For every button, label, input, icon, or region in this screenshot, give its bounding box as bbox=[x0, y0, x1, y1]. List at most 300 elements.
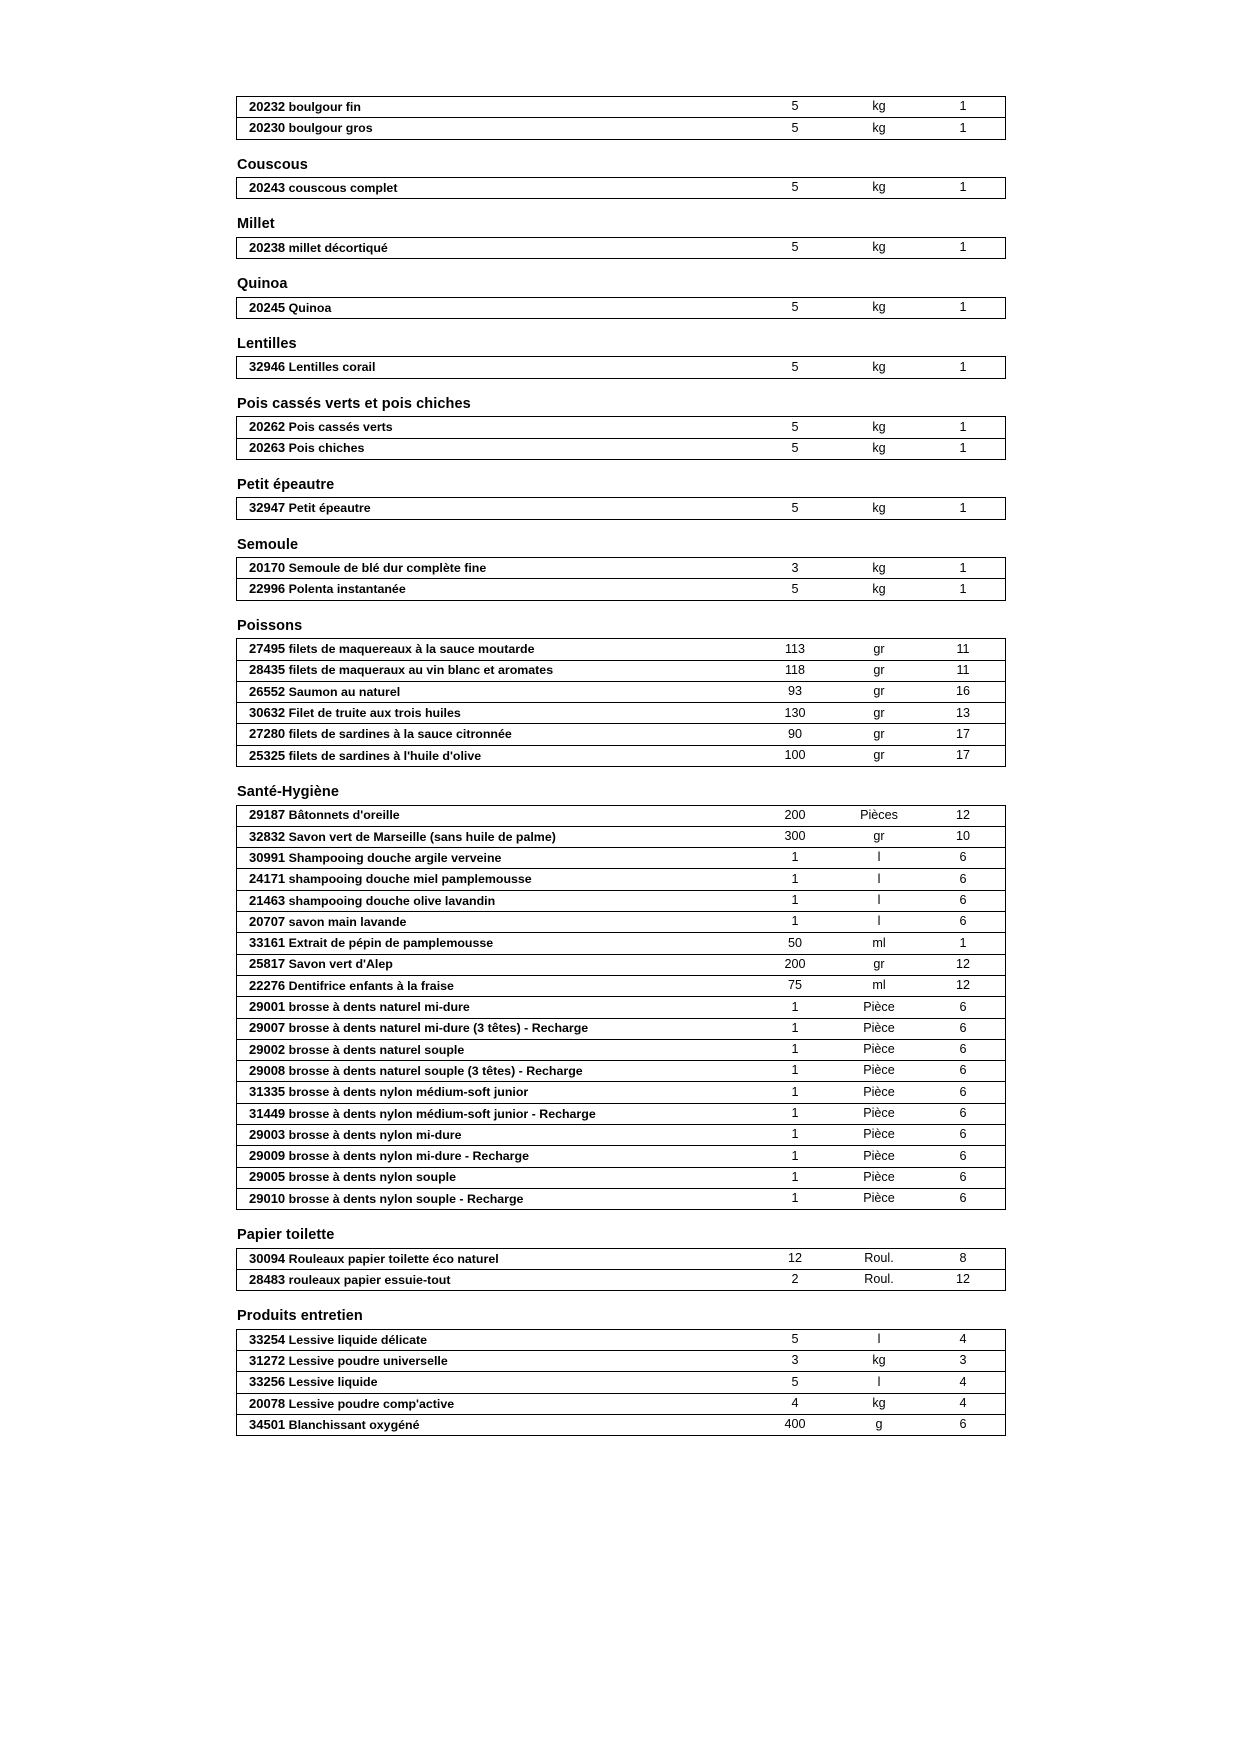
product-name: Dentifrice enfants à la fraise bbox=[288, 978, 454, 993]
product-name: Filet de truite aux trois huiles bbox=[288, 706, 461, 720]
product-quantity: 3 bbox=[753, 1351, 837, 1372]
product-unit: Roul. bbox=[837, 1248, 921, 1269]
product-name: shampooing douche olive lavandin bbox=[288, 893, 496, 908]
table-row bbox=[237, 975, 1006, 996]
table-row bbox=[237, 1103, 1006, 1124]
product-code: 31272 bbox=[249, 1352, 286, 1368]
product-pack-size: 12 bbox=[921, 1269, 1006, 1290]
table-row bbox=[237, 933, 1006, 954]
product-label-cell bbox=[237, 297, 754, 318]
product-unit: gr bbox=[837, 954, 921, 975]
product-unit: kg bbox=[837, 558, 921, 579]
product-name: Bâtonnets d'oreille bbox=[288, 808, 400, 823]
product-code: 29010 bbox=[249, 1190, 286, 1206]
product-label-cell bbox=[237, 118, 754, 139]
product-table bbox=[236, 237, 1006, 259]
product-unit: l bbox=[837, 912, 921, 933]
product-code: 29001 bbox=[249, 999, 286, 1015]
product-code: 34501 bbox=[249, 1416, 286, 1432]
product-unit: Pièce bbox=[837, 1103, 921, 1124]
table-row bbox=[237, 1018, 1006, 1039]
product-unit: kg bbox=[837, 237, 921, 258]
product-label-cell bbox=[237, 1269, 754, 1290]
table-row bbox=[237, 997, 1006, 1018]
product-code: 29008 bbox=[249, 1062, 286, 1078]
product-label-cell bbox=[237, 1061, 754, 1082]
category-heading: Produits entretien bbox=[237, 1308, 363, 1325]
table-row bbox=[237, 681, 1006, 702]
product-name: brosse à dents nylon médium-soft junior - Recharge bbox=[288, 1106, 596, 1121]
category-group bbox=[236, 319, 1006, 379]
product-code: 33161 bbox=[249, 935, 286, 951]
product-label-cell bbox=[237, 357, 754, 378]
product-quantity: 1 bbox=[753, 1103, 837, 1124]
product-catalog bbox=[236, 96, 1006, 1436]
product-label-cell bbox=[237, 660, 754, 681]
product-quantity: 2 bbox=[753, 1269, 837, 1290]
product-label-cell bbox=[237, 933, 754, 954]
table-row bbox=[237, 97, 1006, 118]
table-row bbox=[237, 297, 1006, 318]
product-pack-size: 11 bbox=[921, 660, 1006, 681]
product-label-cell bbox=[237, 1414, 754, 1435]
table-row bbox=[237, 1167, 1006, 1188]
product-quantity: 1 bbox=[753, 1082, 837, 1103]
product-name: couscous complet bbox=[288, 180, 398, 195]
product-name: Shampooing douche argile verveine bbox=[288, 850, 502, 865]
category-group bbox=[236, 460, 1006, 520]
product-name: brosse à dents nylon mi-dure - Recharge bbox=[288, 1149, 529, 1164]
product-name: Quinoa bbox=[288, 300, 332, 315]
product-label-cell bbox=[237, 745, 754, 766]
product-unit: Pièce bbox=[837, 1082, 921, 1103]
product-code: 32946 bbox=[249, 359, 286, 375]
product-pack-size: 12 bbox=[921, 954, 1006, 975]
product-code: 22996 bbox=[249, 581, 286, 597]
product-label-cell bbox=[237, 997, 754, 1018]
table-row bbox=[237, 1351, 1006, 1372]
product-code: 30094 bbox=[249, 1250, 286, 1266]
product-code: 27495 bbox=[249, 641, 286, 657]
product-code: 29009 bbox=[249, 1148, 286, 1164]
product-name: Savon vert d'Alep bbox=[288, 957, 393, 972]
product-quantity: 400 bbox=[753, 1414, 837, 1435]
table-row bbox=[237, 498, 1006, 519]
table-row bbox=[237, 178, 1006, 199]
category-group bbox=[236, 379, 1006, 460]
product-name: filets de maqueraux au vin blanc et aromates bbox=[288, 663, 554, 678]
product-table bbox=[236, 638, 1006, 767]
product-quantity: 200 bbox=[753, 805, 837, 826]
product-quantity: 1 bbox=[753, 1146, 837, 1167]
table-row bbox=[237, 703, 1006, 724]
product-unit: gr bbox=[837, 660, 921, 681]
product-pack-size: 4 bbox=[921, 1329, 1006, 1350]
table-row bbox=[237, 660, 1006, 681]
product-code: 32832 bbox=[249, 828, 286, 844]
product-pack-size: 6 bbox=[921, 1039, 1006, 1060]
product-name: boulgour gros bbox=[288, 121, 373, 136]
product-code: 22276 bbox=[249, 977, 286, 993]
product-quantity: 5 bbox=[753, 1372, 837, 1393]
product-unit: kg bbox=[837, 357, 921, 378]
product-code: 30632 bbox=[249, 705, 286, 720]
product-unit: gr bbox=[837, 745, 921, 766]
product-table bbox=[236, 177, 1006, 199]
product-name: brosse à dents nylon mi-dure bbox=[288, 1127, 462, 1142]
product-unit: l bbox=[837, 848, 921, 869]
product-name: Lessive liquide délicate bbox=[288, 1332, 428, 1347]
product-pack-size: 1 bbox=[921, 579, 1006, 600]
product-label-cell bbox=[237, 97, 754, 118]
product-pack-size: 12 bbox=[921, 805, 1006, 826]
product-quantity: 93 bbox=[753, 681, 837, 702]
product-name: millet décortiqué bbox=[288, 240, 388, 255]
product-name: Lentilles corail bbox=[288, 360, 376, 375]
product-unit: Pièce bbox=[837, 1061, 921, 1082]
table-row bbox=[237, 745, 1006, 766]
table-row bbox=[237, 357, 1006, 378]
product-label-cell bbox=[237, 1125, 754, 1146]
product-name: savon main lavande bbox=[288, 914, 407, 929]
product-code: 29187 bbox=[249, 807, 286, 823]
category-group bbox=[236, 1210, 1006, 1291]
product-pack-size: 17 bbox=[921, 745, 1006, 766]
product-label-cell bbox=[237, 975, 754, 996]
product-table bbox=[236, 297, 1006, 319]
product-quantity: 1 bbox=[753, 997, 837, 1018]
product-pack-size: 1 bbox=[921, 438, 1006, 459]
product-code: 32947 bbox=[249, 500, 286, 516]
category-heading: Poissons bbox=[237, 617, 303, 634]
product-code: 33254 bbox=[249, 1331, 286, 1347]
product-unit: l bbox=[837, 890, 921, 911]
table-row bbox=[237, 118, 1006, 139]
product-quantity: 5 bbox=[753, 237, 837, 258]
product-unit: kg bbox=[837, 97, 921, 118]
product-quantity: 1 bbox=[753, 1167, 837, 1188]
product-pack-size: 1 bbox=[921, 297, 1006, 318]
table-row bbox=[237, 558, 1006, 579]
product-table bbox=[236, 1248, 1006, 1292]
product-code: 33256 bbox=[249, 1374, 286, 1390]
product-name: Polenta instantanée bbox=[288, 582, 406, 597]
product-label-cell bbox=[237, 1351, 754, 1372]
product-name: brosse à dents nylon médium-soft junior bbox=[288, 1085, 529, 1100]
product-code: 24171 bbox=[249, 871, 286, 887]
product-name: brosse à dents naturel mi-dure bbox=[288, 1000, 470, 1015]
product-pack-size: 6 bbox=[921, 869, 1006, 890]
product-label-cell bbox=[237, 869, 754, 890]
product-quantity: 5 bbox=[753, 118, 837, 139]
product-name: Lessive liquide bbox=[288, 1375, 378, 1390]
product-quantity: 12 bbox=[753, 1248, 837, 1269]
product-quantity: 5 bbox=[753, 357, 837, 378]
table-row bbox=[237, 1125, 1006, 1146]
product-pack-size: 10 bbox=[921, 826, 1006, 847]
category-heading: Santé-Hygiène bbox=[237, 784, 340, 801]
product-label-cell bbox=[237, 237, 754, 258]
category-group bbox=[236, 520, 1006, 601]
product-code: 20262 bbox=[249, 419, 286, 435]
product-code: 20707 bbox=[249, 913, 286, 929]
product-table bbox=[236, 356, 1006, 378]
product-unit: g bbox=[837, 1414, 921, 1435]
table-row bbox=[237, 639, 1006, 660]
product-unit: l bbox=[837, 869, 921, 890]
product-code: 31449 bbox=[249, 1105, 286, 1121]
product-code: 20078 bbox=[249, 1395, 286, 1411]
table-row bbox=[237, 890, 1006, 911]
table-row bbox=[237, 805, 1006, 826]
product-quantity: 5 bbox=[753, 417, 837, 438]
product-name: filets de maquereaux à la sauce moutarde bbox=[288, 642, 535, 657]
product-label-cell bbox=[237, 1146, 754, 1167]
category-heading: Semoule bbox=[237, 536, 299, 553]
product-unit: Pièces bbox=[837, 805, 921, 826]
product-unit: kg bbox=[837, 118, 921, 139]
product-label-cell bbox=[237, 912, 754, 933]
product-label-cell bbox=[237, 1039, 754, 1060]
product-label-cell bbox=[237, 498, 754, 519]
product-code: 25325 bbox=[249, 747, 286, 763]
product-unit: gr bbox=[837, 639, 921, 660]
product-code: 27280 bbox=[249, 726, 286, 742]
product-label-cell bbox=[237, 1018, 754, 1039]
product-quantity: 5 bbox=[753, 438, 837, 459]
product-unit: gr bbox=[837, 703, 921, 724]
product-quantity: 5 bbox=[753, 97, 837, 118]
category-heading: Couscous bbox=[237, 156, 308, 173]
product-name: Savon vert de Marseille (sans huile de palme) bbox=[288, 829, 556, 844]
product-pack-size: 6 bbox=[921, 1146, 1006, 1167]
product-pack-size: 1 bbox=[921, 237, 1006, 258]
product-name: boulgour fin bbox=[288, 99, 361, 114]
product-unit: ml bbox=[837, 933, 921, 954]
product-quantity: 90 bbox=[753, 724, 837, 745]
product-pack-size: 1 bbox=[921, 97, 1006, 118]
product-quantity: 200 bbox=[753, 954, 837, 975]
product-name: Saumon au naturel bbox=[288, 684, 401, 699]
product-name: Blanchissant oxygéné bbox=[288, 1417, 420, 1432]
product-name: shampooing douche miel pamplemousse bbox=[288, 872, 532, 887]
product-code: 29003 bbox=[249, 1126, 286, 1142]
product-table bbox=[236, 557, 1006, 601]
product-quantity: 1 bbox=[753, 1188, 837, 1209]
product-quantity: 5 bbox=[753, 178, 837, 199]
product-label-cell bbox=[237, 724, 754, 745]
product-name: filets de sardines à l'huile d'olive bbox=[288, 748, 482, 763]
table-row bbox=[237, 1329, 1006, 1350]
product-unit: kg bbox=[837, 178, 921, 199]
product-table bbox=[236, 416, 1006, 460]
product-quantity: 1 bbox=[753, 1039, 837, 1060]
product-quantity: 75 bbox=[753, 975, 837, 996]
table-row bbox=[237, 1146, 1006, 1167]
product-label-cell bbox=[237, 1103, 754, 1124]
product-label-cell bbox=[237, 826, 754, 847]
product-code: 26552 bbox=[249, 683, 286, 699]
product-label-cell bbox=[237, 954, 754, 975]
product-code: 25817 bbox=[249, 956, 286, 972]
product-quantity: 130 bbox=[753, 703, 837, 724]
product-pack-size: 16 bbox=[921, 681, 1006, 702]
product-pack-size: 1 bbox=[921, 118, 1006, 139]
product-code: 29002 bbox=[249, 1041, 286, 1057]
product-pack-size: 6 bbox=[921, 848, 1006, 869]
product-code: 20170 bbox=[249, 560, 286, 576]
product-pack-size: 1 bbox=[921, 498, 1006, 519]
table-row bbox=[237, 826, 1006, 847]
product-quantity: 5 bbox=[753, 498, 837, 519]
category-group bbox=[236, 601, 1006, 767]
product-pack-size: 6 bbox=[921, 1125, 1006, 1146]
product-quantity: 3 bbox=[753, 558, 837, 579]
product-pack-size: 3 bbox=[921, 1351, 1006, 1372]
product-pack-size: 12 bbox=[921, 975, 1006, 996]
product-name: brosse à dents naturel souple bbox=[288, 1042, 465, 1057]
product-name: brosse à dents naturel mi-dure (3 têtes) - Recharge bbox=[288, 1021, 589, 1036]
product-pack-size: 6 bbox=[921, 1188, 1006, 1209]
product-code: 20232 bbox=[249, 98, 286, 114]
product-pack-size: 11 bbox=[921, 639, 1006, 660]
product-label-cell bbox=[237, 558, 754, 579]
table-row bbox=[237, 237, 1006, 258]
product-pack-size: 1 bbox=[921, 178, 1006, 199]
product-label-cell bbox=[237, 890, 754, 911]
table-row bbox=[237, 1414, 1006, 1435]
product-label-cell bbox=[237, 848, 754, 869]
product-name: Petit épeautre bbox=[288, 501, 371, 516]
product-label-cell bbox=[237, 1393, 754, 1414]
product-pack-size: 6 bbox=[921, 912, 1006, 933]
product-table bbox=[236, 805, 1006, 1211]
product-code: 28483 bbox=[249, 1271, 286, 1287]
product-pack-size: 1 bbox=[921, 417, 1006, 438]
product-label-cell bbox=[237, 1167, 754, 1188]
product-label-cell bbox=[237, 681, 754, 702]
product-name: Extrait de pépin de pamplemousse bbox=[288, 936, 494, 951]
product-label-cell bbox=[237, 1372, 754, 1393]
product-unit: Pièce bbox=[837, 1125, 921, 1146]
product-quantity: 5 bbox=[753, 297, 837, 318]
product-quantity: 1 bbox=[753, 890, 837, 911]
category-group bbox=[236, 259, 1006, 319]
table-row bbox=[237, 912, 1006, 933]
product-pack-size: 6 bbox=[921, 890, 1006, 911]
product-pack-size: 17 bbox=[921, 724, 1006, 745]
product-pack-size: 1 bbox=[921, 558, 1006, 579]
product-code: 20238 bbox=[249, 239, 286, 255]
product-label-cell bbox=[237, 1248, 754, 1269]
product-label-cell bbox=[237, 1082, 754, 1103]
product-name: Pois chiches bbox=[288, 441, 365, 456]
product-unit: Roul. bbox=[837, 1269, 921, 1290]
product-name: filets de sardines à la sauce citronnée bbox=[288, 727, 512, 742]
product-table bbox=[236, 96, 1006, 140]
product-unit: gr bbox=[837, 826, 921, 847]
product-unit: gr bbox=[837, 681, 921, 702]
product-quantity: 300 bbox=[753, 826, 837, 847]
product-pack-size: 6 bbox=[921, 1414, 1006, 1435]
table-row bbox=[237, 1082, 1006, 1103]
table-row bbox=[237, 1061, 1006, 1082]
category-group bbox=[236, 140, 1006, 200]
category-heading: Millet bbox=[237, 216, 275, 233]
product-pack-size: 4 bbox=[921, 1372, 1006, 1393]
product-label-cell bbox=[237, 178, 754, 199]
product-pack-size: 13 bbox=[921, 703, 1006, 724]
table-row bbox=[237, 438, 1006, 459]
product-unit: Pièce bbox=[837, 1146, 921, 1167]
product-unit: kg bbox=[837, 1351, 921, 1372]
product-unit: kg bbox=[837, 417, 921, 438]
table-row bbox=[237, 417, 1006, 438]
product-quantity: 118 bbox=[753, 660, 837, 681]
product-quantity: 1 bbox=[753, 869, 837, 890]
category-heading: Papier toilette bbox=[237, 1227, 335, 1244]
product-table bbox=[236, 497, 1006, 519]
table-row bbox=[237, 869, 1006, 890]
category-heading: Petit épeautre bbox=[237, 476, 335, 493]
product-name: rouleaux papier essuie-tout bbox=[288, 1272, 451, 1287]
product-pack-size: 6 bbox=[921, 1082, 1006, 1103]
product-code: 28435 bbox=[249, 662, 286, 678]
product-quantity: 1 bbox=[753, 1125, 837, 1146]
category-heading: Lentilles bbox=[237, 335, 297, 352]
table-row bbox=[237, 1269, 1006, 1290]
product-code: 29007 bbox=[249, 1020, 286, 1036]
product-pack-size: 6 bbox=[921, 1167, 1006, 1188]
product-quantity: 4 bbox=[753, 1393, 837, 1414]
product-unit: Pièce bbox=[837, 1167, 921, 1188]
product-label-cell bbox=[237, 1188, 754, 1209]
product-label-cell bbox=[237, 438, 754, 459]
product-code: 20243 bbox=[249, 179, 286, 195]
product-pack-size: 1 bbox=[921, 357, 1006, 378]
product-table bbox=[236, 1329, 1006, 1436]
product-unit: Pièce bbox=[837, 1039, 921, 1060]
product-pack-size: 4 bbox=[921, 1393, 1006, 1414]
product-name: Rouleaux papier toilette éco naturel bbox=[288, 1251, 499, 1266]
product-quantity: 113 bbox=[753, 639, 837, 660]
product-unit: kg bbox=[837, 438, 921, 459]
product-unit: kg bbox=[837, 1393, 921, 1414]
product-unit: kg bbox=[837, 579, 921, 600]
product-code: 20230 bbox=[249, 120, 286, 136]
product-pack-size: 1 bbox=[921, 933, 1006, 954]
table-row bbox=[237, 579, 1006, 600]
product-name: Pois cassés verts bbox=[288, 420, 393, 435]
product-unit: ml bbox=[837, 975, 921, 996]
category-heading: Quinoa bbox=[237, 276, 288, 293]
product-pack-size: 6 bbox=[921, 1018, 1006, 1039]
table-row bbox=[237, 848, 1006, 869]
product-label-cell bbox=[237, 639, 754, 660]
product-code: 21463 bbox=[249, 892, 286, 908]
product-pack-size: 6 bbox=[921, 1061, 1006, 1082]
category-group bbox=[236, 767, 1006, 1210]
product-unit: kg bbox=[837, 498, 921, 519]
product-label-cell bbox=[237, 703, 754, 724]
product-name: brosse à dents nylon souple bbox=[288, 1170, 456, 1185]
product-code: 29005 bbox=[249, 1169, 286, 1185]
product-unit: Pièce bbox=[837, 1018, 921, 1039]
product-name: Lessive poudre universelle bbox=[288, 1353, 448, 1368]
product-code: 20263 bbox=[249, 440, 286, 456]
product-quantity: 5 bbox=[753, 579, 837, 600]
table-row bbox=[237, 954, 1006, 975]
